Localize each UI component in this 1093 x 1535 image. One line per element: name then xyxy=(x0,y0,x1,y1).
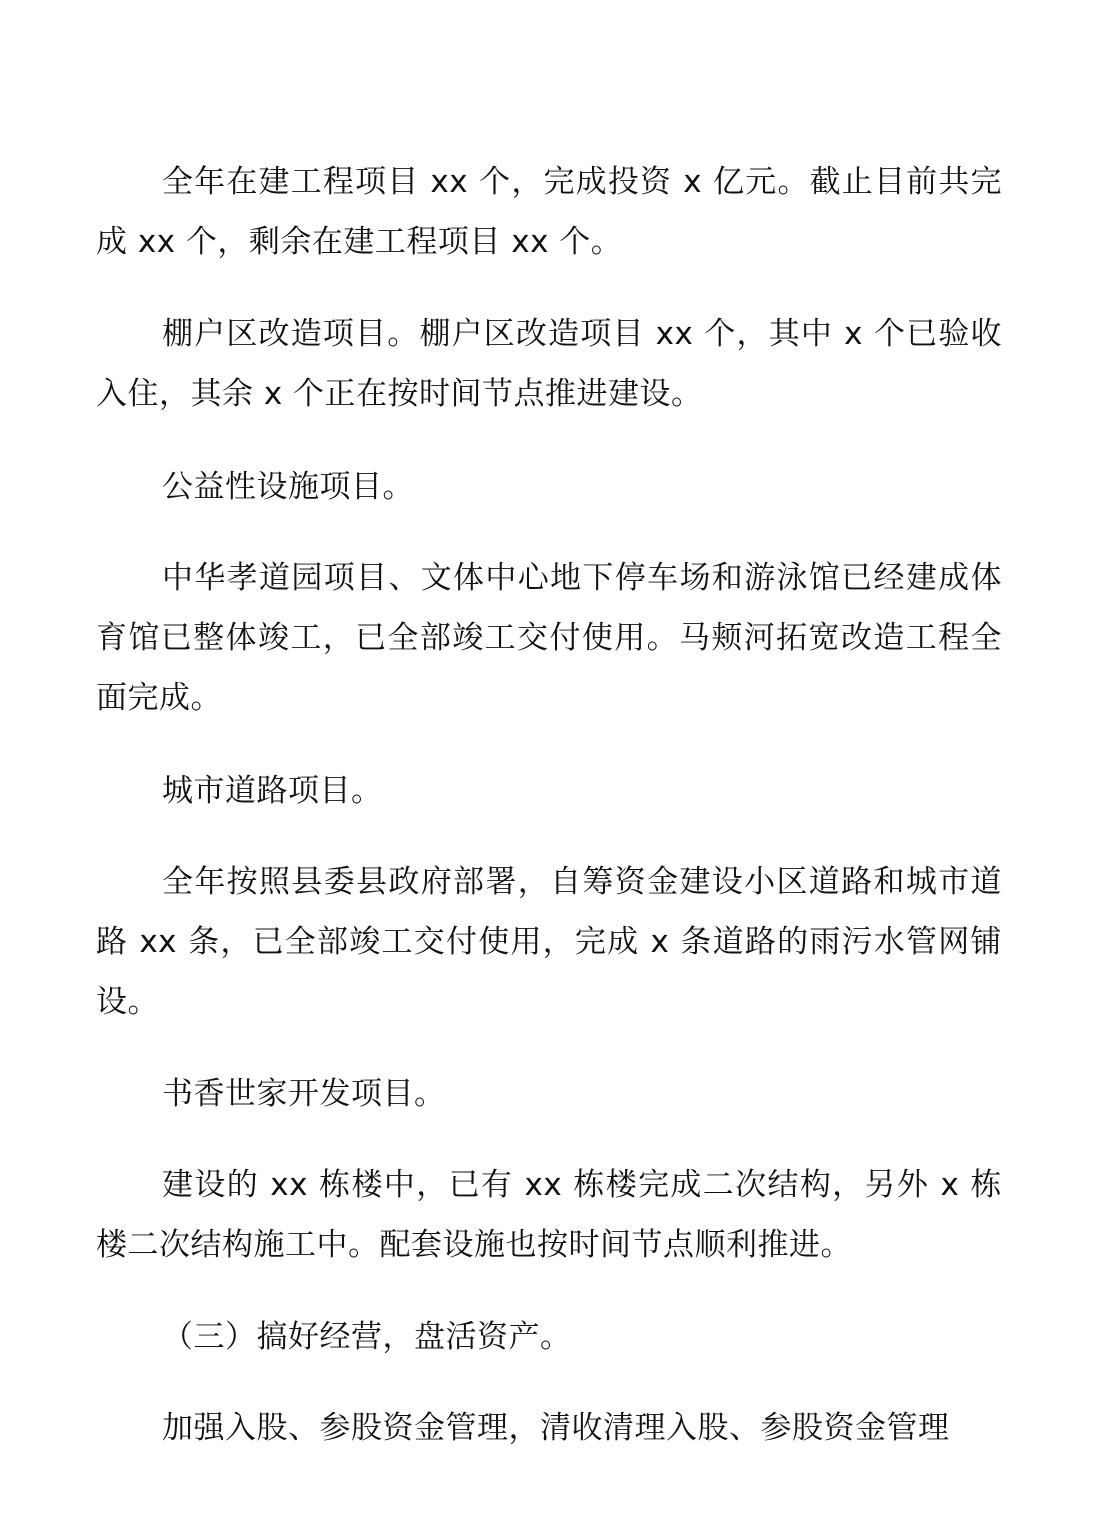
paragraph-construction-summary: 全年在建工程项目 xx 个，完成投资 x 亿元。截止目前共完成 xx 个，剩余在建工程项目 xx 个。 xyxy=(96,164,1002,260)
paragraph-shantytown-renovation: 棚户区改造项目。棚户区改造项目 xx 个，其中 x 个已验收入住，其余 x 个正在按时间节点推进建设。 xyxy=(96,316,1002,412)
paragraph-urban-roads-detail: 全年按照县委县政府部署，自筹资金建设小区道路和城市道路 xx 条，已全部竣工交付使用，完成 x 条道路的雨污水管网铺设。 xyxy=(96,864,1002,1020)
paragraph-shuxiang-detail: 建设的 xx 栋楼中，已有 xx 栋楼完成二次结构，另外 x 栋楼二次结构施工中。配套设施也按时间节点顺利推进。 xyxy=(96,1167,1002,1263)
paragraph-public-facilities-heading: 公益性设施项目。 xyxy=(162,469,414,505)
paragraph-public-facilities-detail: 中华孝道园项目、文体中心地下停车场和游泳馆已经建成体育馆已整体竣工，已全部竣工交付使用。马颊河拓宽改造工程全面完成。 xyxy=(96,560,1002,716)
paragraph-section-three-heading: （三）搞好经营，盘活资产。 xyxy=(162,1319,572,1355)
paragraph-urban-roads-heading: 城市道路项目。 xyxy=(162,773,383,809)
paragraph-capital-management: 加强入股、参股资金管理，清收清理入股、参股资金管理 xyxy=(162,1410,950,1446)
paragraph-shuxiang-heading: 书香世家开发项目。 xyxy=(162,1076,446,1112)
